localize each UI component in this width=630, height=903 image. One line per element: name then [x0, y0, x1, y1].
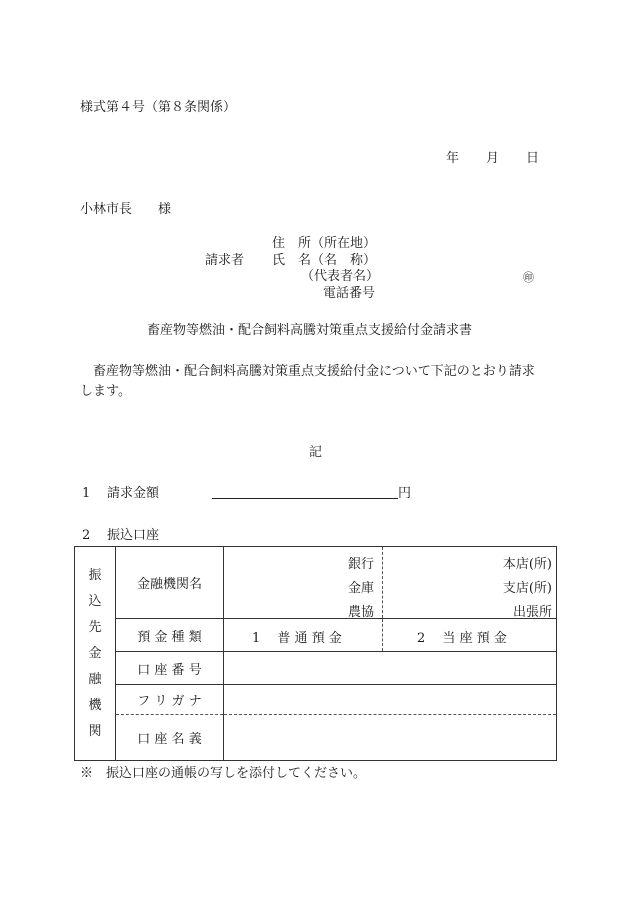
vh-char-4: 金 [88, 645, 102, 661]
account-number-field[interactable] [224, 652, 557, 685]
seal-mark: ㊞ [523, 271, 534, 284]
institution-type-shinkin: 金庫 [347, 581, 374, 596]
vh-char-5: 融 [88, 671, 102, 687]
vertical-header-cell [75, 547, 116, 761]
claimant-address-label: 住 所（所在地） [272, 236, 377, 251]
furigana-field[interactable] [224, 685, 557, 715]
claimant-representative-label: （代表者名） [301, 269, 380, 284]
institution-input-cell[interactable] [224, 547, 557, 619]
date-day: 日 [526, 151, 540, 166]
account-name-label-cell [116, 715, 224, 761]
vh-char-2: 込 [88, 593, 102, 609]
footnote: ※ 振込口座の通帳の写しを添付してください。 [80, 766, 367, 781]
deposit-divider [382, 619, 383, 651]
institution-divider [382, 547, 383, 618]
body-text-line2: します。 [80, 384, 131, 399]
form-number: 様式第４号（第８条関係） [80, 100, 237, 115]
deposit-label-cell [116, 619, 224, 652]
claimant-phone-label: 電話番号 [323, 286, 376, 301]
amount-underline[interactable] [212, 498, 398, 499]
amount-unit: 円 [398, 486, 412, 501]
branch-type-main: 本店(所) [502, 557, 552, 572]
account-name-label: 口 座 名 義 [137, 732, 202, 747]
ki-heading: 記 [309, 445, 323, 460]
deposit-option-checking[interactable]: 2 当 座 預 金 [417, 631, 507, 646]
deposit-label: 預 金 種 類 [137, 629, 202, 645]
item1-label: 請求金額 [107, 486, 160, 501]
institution-type-nokyo: 農協 [347, 605, 374, 620]
item2-number: 2 [82, 528, 91, 543]
document-title: 畜産物等燃油・配合飼料高騰対策重点支援給付金請求書 [147, 323, 473, 338]
institution-type-bank: 銀行 [347, 557, 374, 572]
deposit-option-ordinary[interactable]: 1 普 通 預 金 [252, 631, 342, 646]
vh-char-1: 振 [88, 567, 102, 583]
furigana-label-cell [116, 685, 224, 715]
date-month: 月 [486, 151, 500, 166]
account-name-field[interactable] [224, 715, 557, 761]
vh-char-6: 機 [88, 697, 102, 713]
claimant-label: 請求者 [205, 253, 245, 268]
institution-label: 金融機関名 [136, 577, 202, 592]
body-text-line1: 畜産物等燃油・配合飼料高騰対策重点支援給付金について下記のとおり請求 [93, 364, 535, 379]
item2-label: 振込口座 [107, 528, 160, 543]
addressee: 小林市長 様 [80, 202, 172, 217]
account-number-label-cell [116, 652, 224, 685]
institution-label-cell [116, 547, 224, 619]
date-year: 年 [446, 151, 460, 166]
account-number-label: 口 座 番 号 [137, 662, 202, 678]
furigana-label: フ リ ガ ナ [137, 694, 202, 709]
claimant-name-label: 氏 名（名 称） [272, 253, 377, 268]
item1-number: 1 [82, 486, 91, 501]
bank-account-table [74, 546, 557, 761]
vh-char-7: 関 [88, 723, 102, 739]
branch-type-sub: 出張所 [512, 605, 552, 620]
branch-type-branch: 支店(所) [502, 581, 552, 596]
vh-char-3: 先 [88, 619, 102, 635]
deposit-options-cell [224, 619, 557, 652]
